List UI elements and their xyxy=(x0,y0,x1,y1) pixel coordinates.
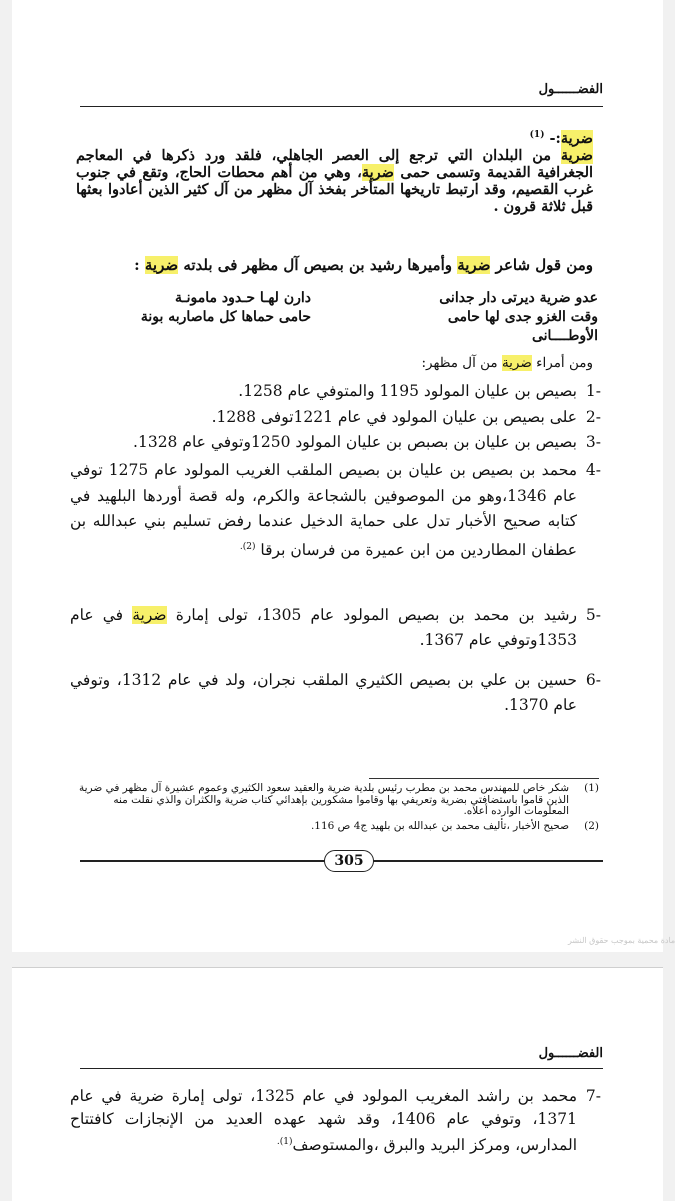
running-header: الفضــــــول xyxy=(538,1046,603,1061)
list-item: -7 محمد بن راشد المغريب المولود في عام 1325، تولى إمارة ضرية في عام 1371، وتوفي عام 1406، وقد شهد عهده العديد من الإنجازات كافتتاح المدارس، ومركز البريد والبرق ،والمستوصف$^{(1).}$ xyxy=(70,1087,601,1155)
poem-intro: ومن قول شاعر ضرية وأميرها رشيد بن بصيص آل مظهر فى بلدته ضرية : xyxy=(134,256,593,274)
footnote: (1) شكر خاص للمهندس محمد بن مطرب رئيس بلدية ضرية والعقيد سعود الكثيري وعموم عشيرة آل مظهر في ضرية الذين قاموا باستضافتي بضرية وتعريفي بها وقاموا مشكورين بإهدائي كتاب ضرية والكثران والذي نقلت منه المعلومات الوارده أعلاه. xyxy=(78,782,599,817)
book-page-305 xyxy=(12,0,675,952)
list-intro: ومن أمراء ضرية من آل مظهر: xyxy=(421,355,593,371)
verse-line: الأوطــــانى xyxy=(531,328,598,344)
footnote-ref: (1). xyxy=(276,1137,293,1147)
list-item: -1 بصيص بن عليان المولود 1195 والمتوفي عام 1258. xyxy=(238,382,601,400)
list-item: -3 بصيص بن عليان بن بصبص بن عليان المولود 1250وتوفي عام 1328. xyxy=(133,433,601,451)
footnote-ref: (1) xyxy=(529,130,545,140)
footnote: (2) صحيح الأخبار ،تأليف محمد بن عبدالله بن بلهيد ج4 ص 116. xyxy=(310,820,599,832)
running-header: الفضــــــول xyxy=(538,82,603,97)
watermark: مادة محمية بموجب حقوق النشر xyxy=(568,936,675,945)
footnote-ref: (2). xyxy=(239,541,256,552)
verse-line: دارن لهـا حـدود مامونـة xyxy=(175,290,311,306)
book-page-next xyxy=(12,967,663,1201)
verse-right-column xyxy=(368,289,598,346)
section-heading: ضرية:- $^{(1)}$ xyxy=(529,129,593,147)
list-item: -6 حسين بن علي بن بصيص الكثيري الملقب نجران، ولد في عام 1312، وتوفي عام 1370. xyxy=(70,671,601,714)
header-rule xyxy=(80,106,603,107)
page-number: 305 xyxy=(324,850,374,872)
verse-line: وقت الغزو جدى لها حامى xyxy=(447,309,598,325)
footnote-rule xyxy=(369,778,599,779)
list-item: -4 محمد بن بصيص بن عليان بن بصيص الملقب الغريب المولود عام 1275 توفي عام 1346،وهو من الموصوفين بالشجاعة والكرم، وله قصة أوردها البلهيد في كتابه صحيح الأخبار تدل على حماية الدخيل عندما رفض تسليم بني عبدالله بن عطفان المطاردين من ابن عميرة من فرسان برقا $^{(2).}$ xyxy=(70,461,601,559)
intro-paragraph: ضرية من البلدان التي ترجع إلى العصر الجاهلي، فلقد ورد ذكرها في المعاجم الجغرافية القديمة وتسمى حمى ضرية، وهي من أهم محطات الحاج، وتقع في جنوب غرب القصيم، وقد ارتبط تاريخها المتأخر بفخذ آل مظهر من آل كثير الذين أعادوا بعثها قبل ثلاثة قرون . xyxy=(76,147,594,215)
verse-line: عدو ضرية ديرتى دار جدانى xyxy=(439,290,598,306)
verse-line: حامى حماها كل ماصاربه بونة xyxy=(140,309,311,325)
verse-left-column xyxy=(81,289,311,327)
list-item: -2 على بصيص بن عليان المولود في عام 1221توفى 1288. xyxy=(211,408,601,426)
section-title: ضرية xyxy=(560,129,593,147)
list-item: -5 رشيد بن محمد بن بصيص المولود عام 1305، تولى إمارة ضرية في عام 1353وتوفي عام 1367. xyxy=(70,606,601,649)
header-rule xyxy=(80,1068,603,1069)
